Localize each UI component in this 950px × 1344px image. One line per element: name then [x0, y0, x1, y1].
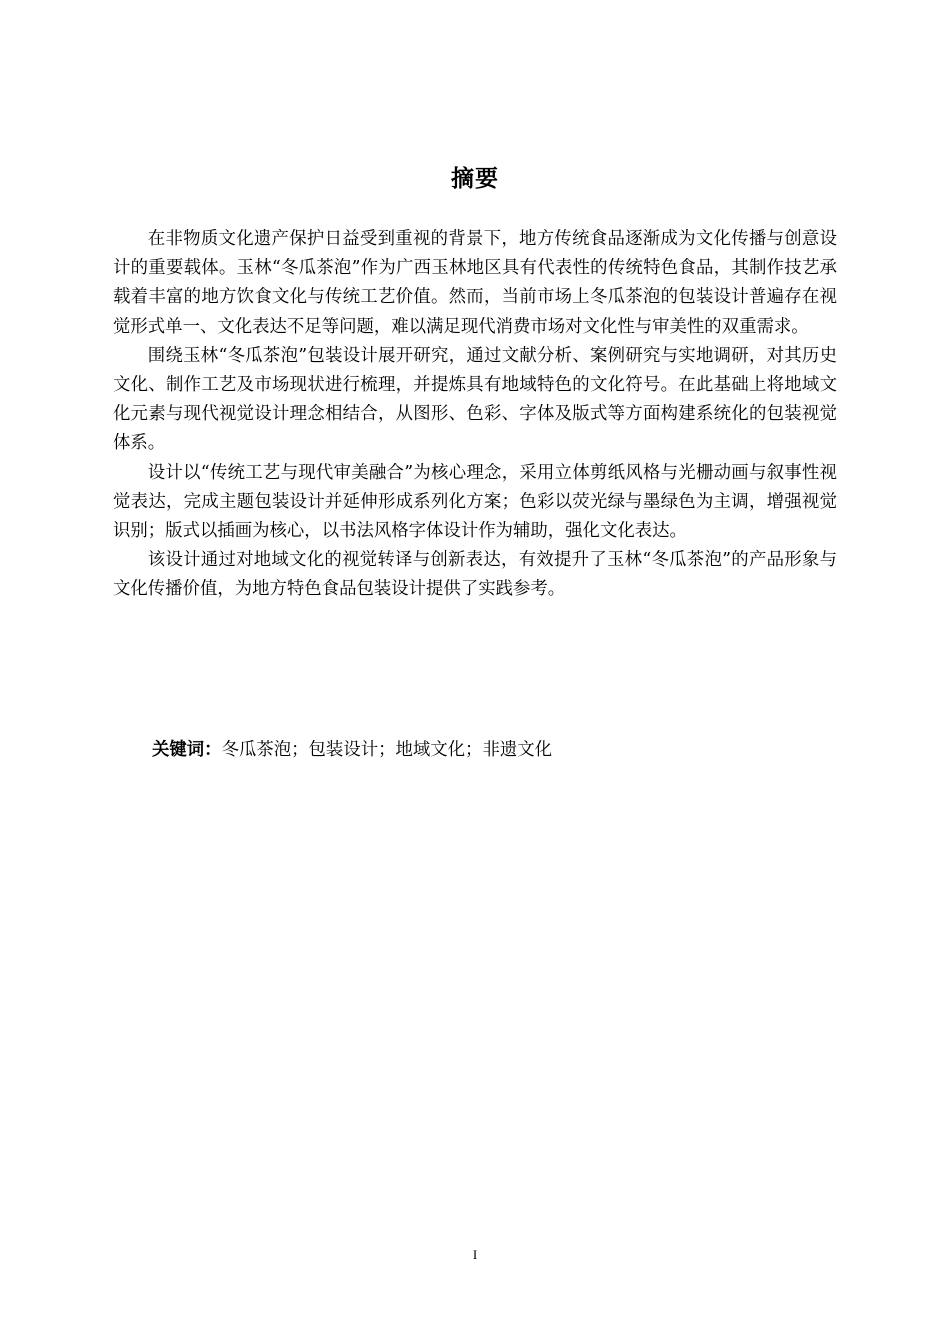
abstract-body	[113, 225, 837, 605]
keywords-line	[152, 736, 837, 764]
keywords-text: 冬瓜茶泡；包装设计；地域文化；非遗文化	[221, 740, 553, 760]
page-title: 摘要	[451, 166, 499, 192]
abstract-paragraph-4: 该设计通过对地域文化的视觉转译与创新表达，有效提升了玉林“冬瓜茶泡”的产品形象与文化传播价值，为地方特色食品包装设计提供了实践参考。	[113, 550, 837, 600]
abstract-paragraph-1: 在非物质文化遗产保护日益受到重视的背景下，地方传统食品逐渐成为文化传播与创意设计的重要载体。玉林“冬瓜茶泡”作为广西玉林地区具有代表性的传统特色食品，其制作技艺承载着丰富的地方饮食文化与传统工艺价值。然而，当前市场上冬瓜茶泡的包装设计普遍存在视觉形式单一、文化表达不足等问题，难以满足现代消费市场对文化性与审美性的双重需求。	[113, 229, 837, 337]
page-number: I	[472, 1247, 478, 1262]
abstract-paragraph-3: 设计以“传统工艺与现代审美融合”为核心理念，采用立体剪纸风格与光栅动画与叙事性视觉表达，完成主题包装设计并延伸形成系列化方案；色彩以荧光绿与墨绿色为主调，增强视觉识别；版式以插画为核心，以书法风格字体设计作为辅助，强化文化表达。	[113, 462, 837, 542]
abstract-paragraph-2: 围绕玉林“冬瓜茶泡”包装设计展开研究，通过文献分析、案例研究与实地调研，对其历史文化、制作工艺及市场现状进行梳理，并提炼具有地域特色的文化符号。在此基础上将地域文化元素与现代视觉设计理念相结合，从图形、色彩、字体及版式等方面构建系统化的包装视觉体系。	[113, 345, 837, 454]
keywords-label: 关键词：	[152, 740, 222, 760]
